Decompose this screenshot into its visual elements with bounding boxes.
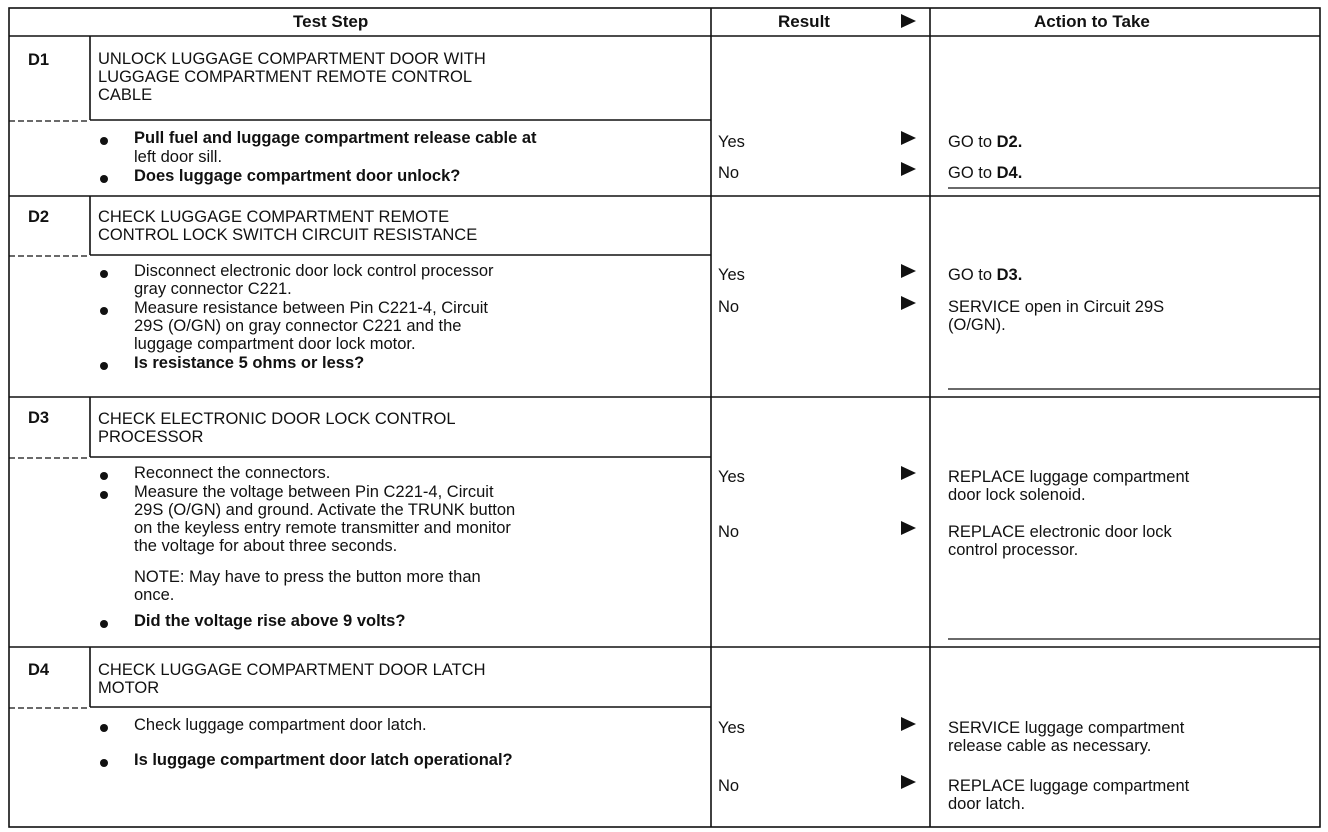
action-text: release cable as necessary. [948, 737, 1152, 755]
step-title: CHECK ELECTRONIC DOOR LOCK CONTROL [98, 410, 456, 428]
result-yes: Yes [718, 133, 745, 151]
action-text: GO to D4. [948, 164, 1023, 182]
arrow-icon [901, 775, 916, 789]
action-text: (O/GN). [948, 316, 1006, 334]
arrow-icon [901, 131, 916, 145]
diagnostic-table [8, 7, 1321, 829]
step-title: CONTROL LOCK SWITCH CIRCUIT RESISTANCE [98, 226, 478, 244]
step-question: Does luggage compartment door unlock? [134, 167, 461, 185]
step-title: CABLE [98, 86, 153, 104]
step-text: on the keyless entry remote transmitter and monitor [134, 519, 511, 537]
bullet-icon [100, 472, 108, 480]
step-text: 29S (O/GN) and ground. Activate the TRUNK button [134, 501, 516, 519]
header-result: Result [778, 12, 830, 31]
header-action: Action to Take [1034, 12, 1150, 31]
step-id: D3 [28, 409, 50, 427]
action-text: SERVICE luggage compartment [948, 719, 1185, 737]
bullet-icon [100, 724, 108, 732]
step-question: Is resistance 5 ohms or less? [134, 354, 365, 372]
step-title: MOTOR [98, 679, 160, 697]
step-id: D4 [28, 661, 50, 679]
action-text: REPLACE luggage compartment [948, 468, 1190, 486]
step-text: 29S (O/GN) on gray connector C221 and the [134, 317, 462, 335]
arrow-icon [901, 264, 916, 278]
action-text: control processor. [948, 541, 1079, 559]
step-title: UNLOCK LUGGAGE COMPARTMENT DOOR WITH [98, 50, 486, 68]
result-no: No [718, 523, 740, 541]
action-text: REPLACE electronic door lock [948, 523, 1172, 541]
step-text: Reconnect the connectors. [134, 464, 331, 482]
note-text: once. [134, 586, 175, 604]
action-text: GO to D2. [948, 133, 1023, 151]
result-yes: Yes [718, 468, 745, 486]
arrow-icon [901, 14, 916, 28]
step-title: PROCESSOR [98, 428, 204, 446]
step-text: Check luggage compartment door latch. [134, 716, 427, 734]
bullet-icon [100, 175, 108, 183]
result-no: No [718, 777, 740, 795]
step-text: luggage compartment door lock motor. [134, 335, 416, 353]
step-text: Measure resistance between Pin C221-4, Circuit [134, 299, 489, 317]
step-title: LUGGAGE COMPARTMENT REMOTE CONTROL [98, 68, 473, 86]
arrow-icon [901, 296, 916, 310]
step-title: CHECK LUGGAGE COMPARTMENT DOOR LATCH [98, 661, 486, 679]
result-no: No [718, 164, 740, 182]
bullet-icon [100, 362, 108, 370]
arrow-icon [901, 466, 916, 480]
result-no: No [718, 298, 740, 316]
step-question: Is luggage compartment door latch operational? [134, 751, 513, 769]
arrow-icon [901, 717, 916, 731]
arrow-icon [901, 162, 916, 176]
action-text: door lock solenoid. [948, 486, 1086, 504]
result-yes: Yes [718, 266, 745, 284]
action-text: GO to D3. [948, 266, 1023, 284]
bullet-icon [100, 307, 108, 315]
step-text: gray connector C221. [134, 280, 292, 298]
step-text: the voltage for about three seconds. [134, 537, 398, 555]
action-text: SERVICE open in Circuit 29S [948, 298, 1165, 316]
step-question: Did the voltage rise above 9 volts? [134, 612, 406, 630]
bullet-icon [100, 137, 108, 145]
header-test-step: Test Step [293, 12, 369, 31]
step-text: Measure the voltage between Pin C221-4, Circuit [134, 483, 494, 501]
step-id: D1 [28, 51, 50, 69]
bullet-icon [100, 620, 108, 628]
step-text: Pull fuel and luggage compartment release cable at [134, 129, 537, 147]
action-text: REPLACE luggage compartment [948, 777, 1190, 795]
note-text: NOTE: May have to press the button more than [134, 568, 481, 586]
bullet-icon [100, 491, 108, 499]
arrow-icon [901, 521, 916, 535]
step-text: Disconnect electronic door lock control processor [134, 262, 494, 280]
action-text: door latch. [948, 795, 1026, 813]
step-text: left door sill. [134, 148, 223, 166]
result-yes: Yes [718, 719, 745, 737]
step-title: CHECK LUGGAGE COMPARTMENT REMOTE [98, 208, 450, 226]
bullet-icon [100, 270, 108, 278]
bullet-icon [100, 759, 108, 767]
step-id: D2 [28, 208, 50, 226]
